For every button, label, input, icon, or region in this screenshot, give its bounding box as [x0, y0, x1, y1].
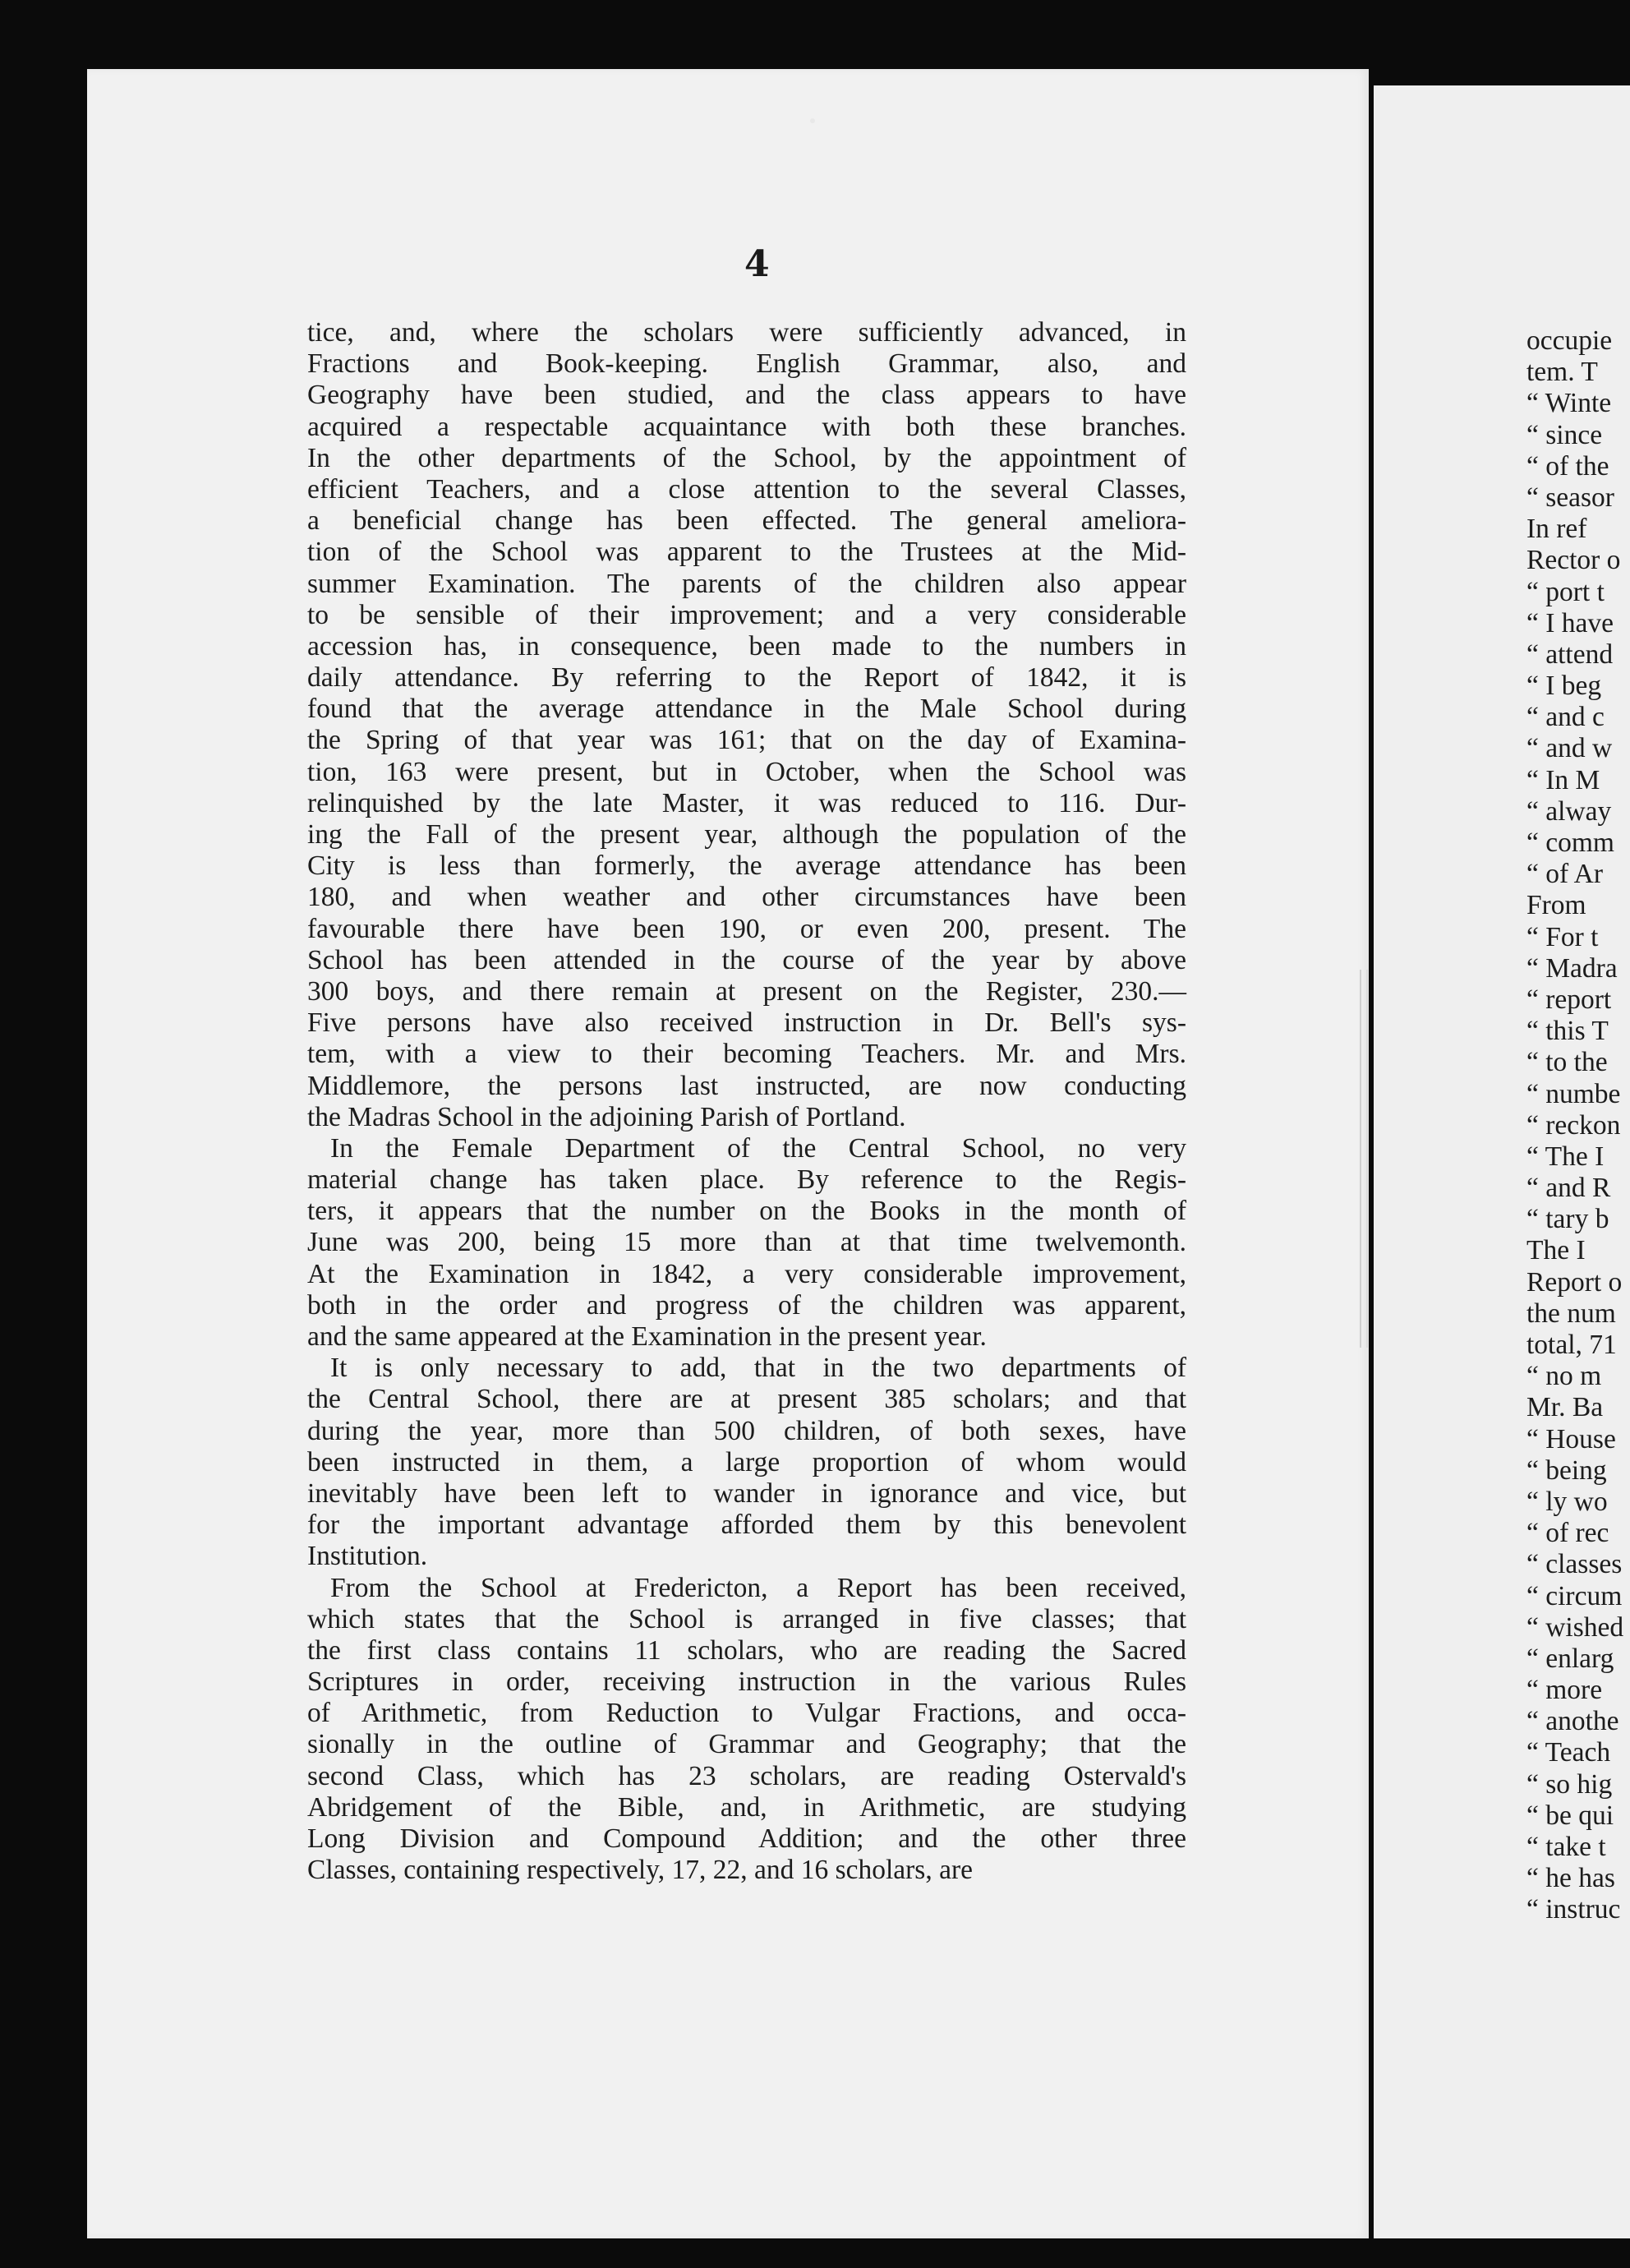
- text-line: “ anothe: [1526, 1706, 1619, 1737]
- text-line: “ Teach: [1526, 1737, 1611, 1768]
- text-line: sionally in the outline of Grammar and Geography; that the: [307, 1729, 1186, 1760]
- text-line: the num: [1526, 1298, 1616, 1329]
- text-line: “ no m: [1526, 1361, 1602, 1392]
- text-line: tice, and, where the scholars were sufficiently advanced, in: [307, 317, 1186, 348]
- text-line: “ comm: [1526, 827, 1614, 858]
- text-line: From the School at Fredericton, a Report has been received,: [330, 1572, 1186, 1603]
- text-line: ing the Fall of the present year, although the population of the: [307, 819, 1186, 850]
- text-line: occupie: [1526, 325, 1613, 356]
- text-line: 300 boys, and there remain at present on the Register, 230.—: [307, 975, 1186, 1007]
- text-line: daily attendance. By referring to the Report of 1842, it is: [307, 662, 1186, 694]
- text-line: City is less than formerly, the average attendance has been: [307, 850, 1186, 882]
- text-line: “ he has: [1526, 1863, 1615, 1894]
- text-line: “ being: [1526, 1454, 1607, 1486]
- page-number: 4: [744, 243, 770, 285]
- text-line: It is only necessary to add, that in the two departments of: [330, 1353, 1186, 1384]
- text-line: “ more: [1526, 1675, 1603, 1706]
- text-line: efficient Teachers, and a close attention to the several Classes,: [307, 473, 1186, 505]
- text-line: second Class, which has 23 scholars, are reading Ostervald's: [307, 1760, 1186, 1791]
- text-line: “ to the: [1526, 1047, 1608, 1078]
- text-line: for the important advantage afforded them by this benevolent: [307, 1510, 1186, 1541]
- text-line: favourable there have been 190, or even 200, present. The: [307, 913, 1186, 944]
- text-line: relinquished by the late Master, it was reduced to 116. Dur-: [307, 787, 1186, 818]
- text-line: “ of Ar: [1526, 859, 1604, 890]
- text-line: “ reckon: [1526, 1109, 1621, 1141]
- text-line: “ report: [1526, 984, 1612, 1015]
- text-line: “ circum: [1526, 1580, 1623, 1611]
- text-line: summer Examination. The parents of the children also appear: [307, 568, 1186, 599]
- text-line: “ since: [1526, 419, 1603, 450]
- text-line: “ this T: [1526, 1016, 1609, 1047]
- text-line: In ref: [1526, 514, 1587, 545]
- text-line: tion of the School was apparent to the Trustees at the Mid-: [307, 537, 1186, 568]
- text-line: Middlemore, the persons last instructed, are now conducting: [307, 1070, 1186, 1101]
- text-line: “ so hig: [1526, 1768, 1613, 1800]
- text-line: “ numbe: [1526, 1078, 1621, 1109]
- gutter-fold-mark: [1360, 970, 1368, 1348]
- text-line: “ ly wo: [1526, 1486, 1608, 1517]
- text-line: Fractions and Book-keeping. English Grammar, also, and: [307, 348, 1186, 380]
- text-line: to be sensible of their improvement; and a very considerable: [307, 599, 1186, 630]
- text-line: ters, it appears that the number on the Books in the month of: [307, 1196, 1186, 1227]
- text-line: the Central School, there are at present 385 scholars; and that: [307, 1384, 1186, 1415]
- text-line: “ For t: [1526, 921, 1599, 952]
- text-line: total, 71: [1526, 1330, 1617, 1360]
- text-line: the Madras School in the adjoining Parish of Portland.: [307, 1101, 906, 1132]
- text-line: “ I have: [1526, 607, 1614, 638]
- text-line: School has been attended in the course of the year by above: [307, 944, 1186, 975]
- text-line: tem, with a view to their becoming Teachers. Mr. and Mrs.: [307, 1039, 1186, 1070]
- text-line: “ wished: [1526, 1611, 1624, 1643]
- text-line: 180, and when weather and other circumstances have been: [307, 882, 1186, 913]
- text-line: “ and w: [1526, 733, 1613, 764]
- text-line: Geography have been studied, and the class appears to have: [307, 380, 1186, 411]
- text-line: Abridgement of the Bible, and, in Arithmetic, are studying: [307, 1791, 1186, 1823]
- text-line: “ attend: [1526, 638, 1614, 670]
- text-line: “ In M: [1526, 764, 1600, 795]
- text-line: “ Madra: [1526, 952, 1618, 984]
- text-line: material change has taken place. By reference to the Regis-: [307, 1164, 1186, 1196]
- text-line: Classes, containing respectively, 17, 22, and 16 scholars, are: [307, 1855, 973, 1886]
- text-line: “ of the: [1526, 450, 1609, 482]
- text-line: both in the order and progress of the children was apparent,: [307, 1289, 1186, 1321]
- text-line: “ be qui: [1526, 1800, 1614, 1831]
- text-line: “ I beg: [1526, 671, 1602, 702]
- paper-speck: [810, 118, 815, 123]
- text-line: “ The I: [1526, 1141, 1605, 1172]
- text-line: of Arithmetic, from Reduction to Vulgar Fractions, and occa-: [307, 1698, 1186, 1729]
- text-line: “ and c: [1526, 702, 1605, 733]
- text-line: been instructed in them, a large proportion of whom would: [307, 1446, 1186, 1477]
- text-line: “ instruc: [1526, 1894, 1621, 1925]
- text-line: which states that the School is arranged in five classes; that: [307, 1603, 1186, 1634]
- text-line: accession has, in consequence, been made to the numbers in: [307, 630, 1186, 662]
- text-line: “ of rec: [1526, 1518, 1609, 1549]
- text-line: “ classes: [1526, 1549, 1623, 1580]
- text-line: Rector o: [1526, 545, 1621, 576]
- text-line: “ seasor: [1526, 482, 1614, 513]
- text-line: “ Winte: [1526, 388, 1612, 419]
- text-line: “ House: [1526, 1423, 1616, 1454]
- text-line: “ tary b: [1526, 1204, 1609, 1235]
- text-line: At the Examination in 1842, a very considerable improvement,: [307, 1258, 1186, 1289]
- text-line: From: [1526, 890, 1586, 921]
- right-text-column-cropped: [1526, 325, 1630, 1926]
- text-line: Scriptures in order, receiving instruction in the various Rules: [307, 1666, 1186, 1698]
- text-line: June was 200, being 15 more than at that time twelvemonth.: [307, 1227, 1186, 1258]
- text-line: inevitably have been left to wander in ignorance and vice, but: [307, 1477, 1186, 1509]
- text-line: Report o: [1526, 1266, 1623, 1298]
- text-line: In the Female Department of the Central School, no very: [330, 1132, 1186, 1164]
- text-line: “ take t: [1526, 1832, 1606, 1862]
- text-line: In the other departments of the School, by the appointment of: [307, 442, 1186, 473]
- text-line: during the year, more than 500 children, of both sexes, have: [307, 1415, 1186, 1446]
- text-line: acquired a respectable acquaintance with both these branches.: [307, 411, 1186, 442]
- text-line: Long Division and Compound Addition; and the other three: [307, 1823, 1186, 1854]
- text-line: and the same appeared at the Examination in the present year.: [307, 1321, 987, 1352]
- text-line: tion, 163 were present, but in October, when the School was: [307, 756, 1186, 787]
- text-line: “ and R: [1526, 1173, 1611, 1204]
- left-text-column: [307, 317, 1186, 1886]
- text-line: Institution.: [307, 1541, 428, 1572]
- text-line: Five persons have also received instruction in Dr. Bell's sys-: [307, 1007, 1186, 1039]
- text-line: found that the average attendance in the Male School during: [307, 694, 1186, 725]
- text-line: “ enlarg: [1526, 1643, 1614, 1674]
- text-line: The I: [1526, 1235, 1586, 1266]
- text-line: tem. T: [1526, 357, 1598, 388]
- text-line: Mr. Ba: [1526, 1392, 1604, 1423]
- text-line: the first class contains 11 scholars, who are reading the Sacred: [307, 1634, 1186, 1666]
- text-line: a beneficial change has been effected. The general ameliora-: [307, 505, 1186, 537]
- text-line: the Spring of that year was 161; that on the day of Examina-: [307, 725, 1186, 756]
- text-line: “ alway: [1526, 795, 1612, 827]
- text-line: “ port t: [1526, 576, 1605, 607]
